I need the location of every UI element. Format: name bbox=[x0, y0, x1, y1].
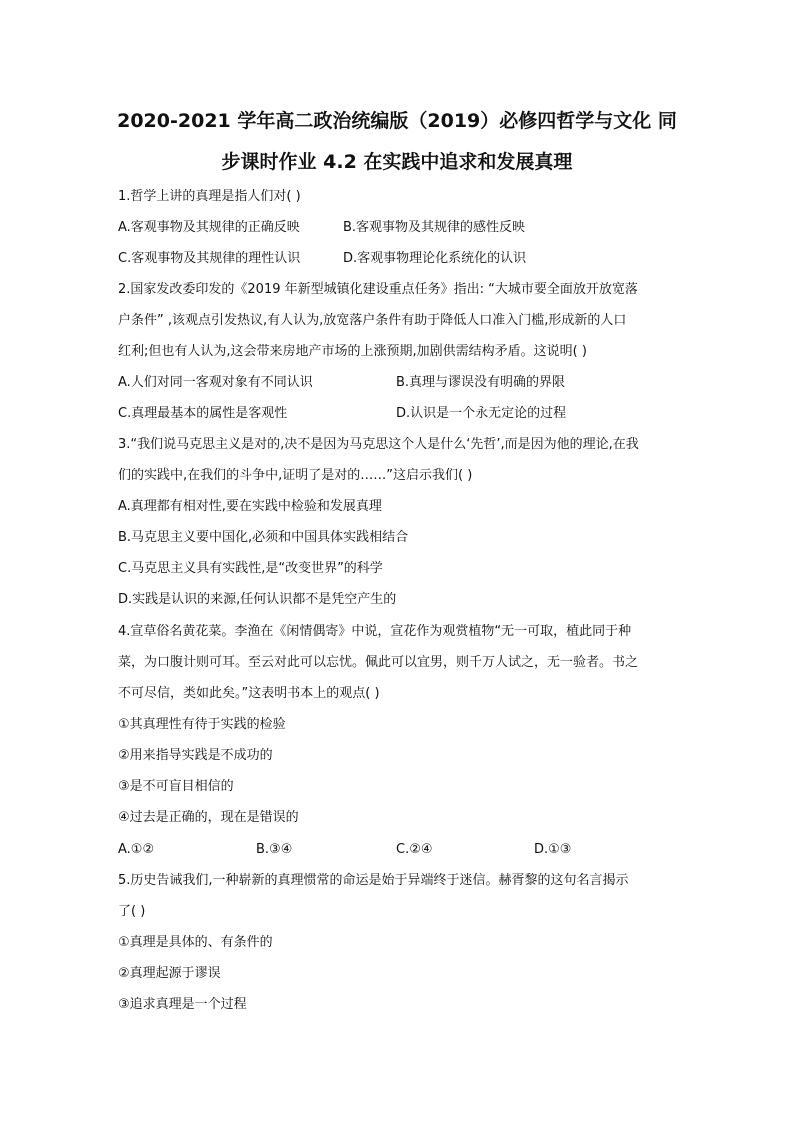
question-3-option-b: B.马克思主义要中国化,必须和中国具体实践相结合 bbox=[118, 530, 409, 545]
question-4-item-4: ④过去是正确的，现在是错误的 bbox=[118, 810, 299, 825]
document-title-line-1: 2020-2021 学年高二政治统编版（2019）必修四哲学与文化 同 bbox=[117, 110, 677, 132]
question-2-option-a: A.人们对同一客观对象有不同认识 bbox=[118, 375, 313, 390]
question-2-option-c: C.真理最基本的属性是客观性 bbox=[118, 406, 288, 421]
question-3-stem-line-1: 3.“我们说马克思主义是对的,决不是因为马克思这个人是什么‘先哲’,而是因为他的理论,在我 bbox=[118, 437, 639, 452]
question-4-item-2: ②用来指导实践是不成功的 bbox=[118, 748, 273, 763]
question-2-stem-line-1: 2.国家发改委印发的《2019 年新型城镇化建设重点任务》指出: “大城市要全面放开放宽落 bbox=[118, 282, 638, 297]
document-title-line-2: 步课时作业 4.2 在实践中追求和发展真理 bbox=[221, 151, 573, 173]
question-4-option-d: D.①③ bbox=[534, 842, 572, 857]
question-4-stem-line-2: 菜，为口腹计则可耳。至云对此可以忘忧。佩此可以宜男，则千万人试之，无一验者。书之 bbox=[118, 655, 639, 670]
question-2-stem-line-2: 户条件” ,该观点引发热议,有人认为,放宽落户条件有助于降低人口准入门槛,形成新的人口 bbox=[118, 313, 627, 328]
question-4-stem-line-1: 4.宣草俗名黄花菜。李渔在《闲情偶寄》中说，宣花作为观赏植物“无一可取，植此同于种 bbox=[118, 624, 632, 639]
question-3-option-d: D.实践是认识的来源,任何认识都不是凭空产生的 bbox=[118, 592, 397, 607]
question-2-stem-line-3: 红利;但也有人认为,这会带来房地产市场的上涨预期,加剧供需结构矛盾。这说明( ) bbox=[118, 344, 587, 359]
question-4-option-a: A.①② bbox=[118, 842, 155, 857]
question-5-item-1: ①真理是具体的、有条件的 bbox=[118, 935, 273, 950]
question-3-stem-line-2: 们的实践中,在我们的斗争中,证明了是对的……”这启示我们( ) bbox=[118, 468, 473, 483]
question-2-option-d: D.认识是一个永无定论的过程 bbox=[396, 406, 567, 421]
question-4-item-3: ③是不可盲目相信的 bbox=[118, 779, 234, 794]
question-1-option-b: B.客观事物及其规律的感性反映 bbox=[343, 220, 526, 235]
question-1-option-c: C.客观事物及其规律的理性认识 bbox=[118, 251, 301, 266]
question-4-option-c: C.②④ bbox=[396, 842, 433, 857]
question-1-stem: 1.哲学上讲的真理是指人们对( ) bbox=[118, 189, 301, 204]
question-5-item-2: ②真理起源于谬误 bbox=[118, 966, 221, 981]
question-1-option-a: A.客观事物及其规律的正确反映 bbox=[118, 220, 300, 235]
question-5-stem-line-1: 5.历史告诫我们,一种崭新的真理惯常的命运是始于异端终于迷信。赫胥黎的这句名言揭示 bbox=[118, 873, 629, 888]
question-4-stem-line-3: 不可尽信，类如此矣。”这表明书本上的观点( ) bbox=[118, 686, 380, 701]
question-5-item-3: ③追求真理是一个过程 bbox=[118, 997, 247, 1012]
question-3-option-c: C.马克思主义具有实践性,是“改变世界”的科学 bbox=[118, 561, 383, 576]
question-3-option-a: A.真理都有相对性,要在实践中检验和发展真理 bbox=[118, 499, 382, 514]
question-4-item-1: ①其真理性有待于实践的检验 bbox=[118, 717, 286, 732]
question-1-option-d: D.客观事物理论化系统化的认识 bbox=[343, 251, 527, 266]
question-4-option-b: B.③④ bbox=[256, 842, 293, 857]
question-5-stem-line-2: 了( ) bbox=[118, 904, 146, 919]
question-2-option-b: B.真理与谬误没有明确的界限 bbox=[396, 375, 566, 390]
